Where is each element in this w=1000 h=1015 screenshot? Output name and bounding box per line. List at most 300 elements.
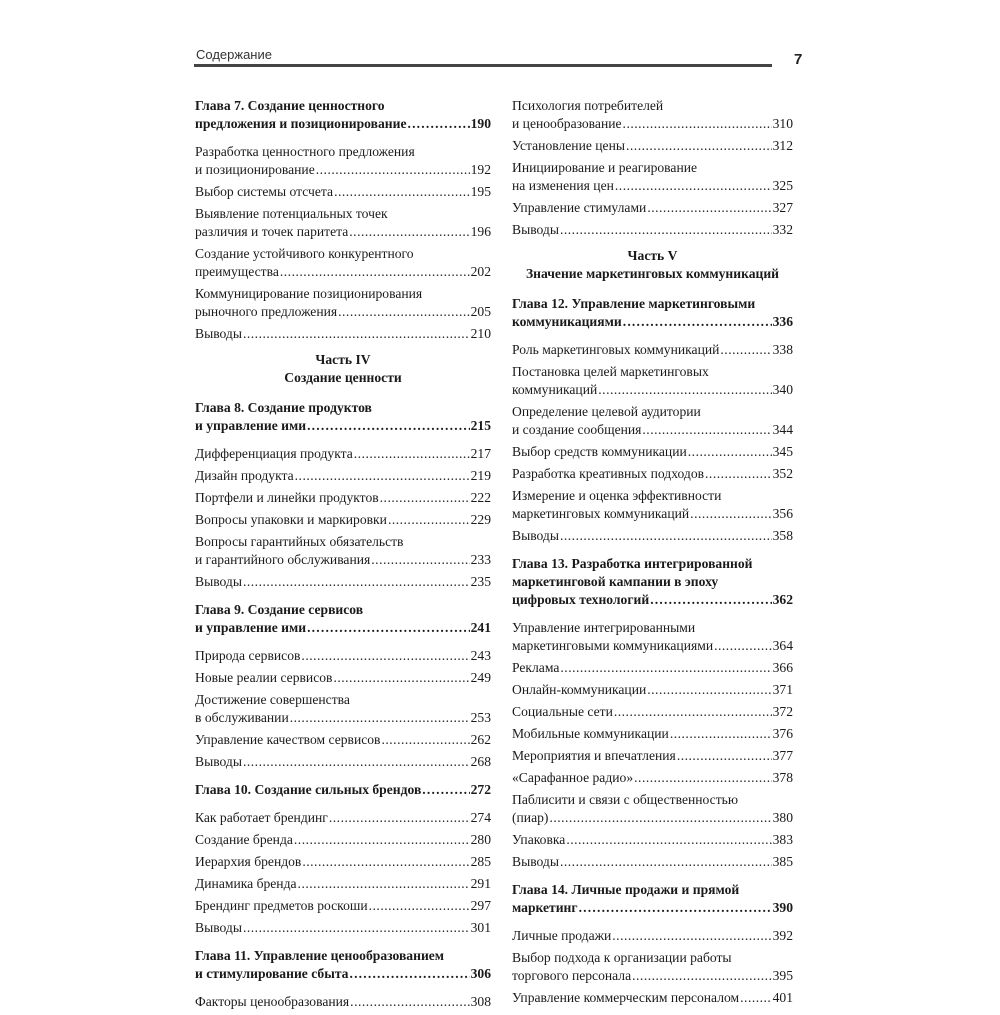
toc-leader-line bbox=[195, 853, 491, 871]
toc-title-last-line: Управление качеством сервисов bbox=[195, 732, 381, 747]
toc-page-number: 306 bbox=[470, 966, 491, 981]
toc-leader-line bbox=[195, 619, 491, 637]
toc-page-number: 380 bbox=[772, 810, 793, 825]
toc-page-number: 202 bbox=[470, 264, 491, 279]
toc-title-last-line: Иерархия брендов bbox=[195, 854, 302, 869]
toc-title-line: Управление интегрированными bbox=[512, 620, 696, 635]
toc-entry[interactable] bbox=[195, 511, 491, 529]
dot-leader bbox=[302, 853, 469, 871]
toc-title-last-line: и управление ими bbox=[195, 418, 307, 433]
part-title: Создание ценности bbox=[284, 370, 402, 385]
toc-title-line: Глава 8. Создание продуктов bbox=[195, 400, 372, 415]
toc-page-number: 344 bbox=[772, 422, 793, 437]
toc-column-left bbox=[195, 97, 491, 1015]
toc-page-number: 392 bbox=[772, 928, 793, 943]
toc-page-number: 356 bbox=[772, 506, 793, 521]
toc-title-last-line: «Сарафанное радио» bbox=[512, 770, 634, 785]
toc-entry[interactable] bbox=[512, 725, 793, 743]
dot-leader bbox=[647, 681, 771, 699]
toc-column-right bbox=[512, 97, 793, 1011]
toc-title-last-line: Разработка креативных подходов bbox=[512, 466, 705, 481]
header-rule bbox=[194, 64, 772, 67]
dot-leader bbox=[243, 573, 470, 591]
toc-page-number: 390 bbox=[772, 900, 793, 915]
toc-title-last-line: Выбор системы отсчета bbox=[195, 184, 334, 199]
part-heading bbox=[512, 247, 793, 283]
toc-page-number: 377 bbox=[772, 748, 793, 763]
toc-entry[interactable] bbox=[512, 769, 793, 787]
toc-title-last-line: Выводы bbox=[195, 574, 242, 589]
dot-leader bbox=[295, 467, 470, 485]
toc-leader-line bbox=[512, 313, 793, 331]
toc-entry[interactable] bbox=[195, 919, 491, 937]
toc-page-number: 385 bbox=[772, 854, 793, 869]
toc-title-line: Разработка ценностного предложения bbox=[195, 144, 415, 159]
toc-entry[interactable] bbox=[195, 445, 491, 463]
toc-entry[interactable] bbox=[512, 831, 793, 849]
part-number: Часть IV bbox=[315, 352, 371, 367]
toc-title-last-line: маркетинговых коммуникаций bbox=[512, 506, 690, 521]
toc-page-number: 338 bbox=[772, 342, 793, 357]
toc-page-number: 196 bbox=[470, 224, 491, 239]
toc-title-last-line: Управление коммерческим персоналом bbox=[512, 990, 740, 1005]
toc-title-line: Глава 14. Личные продажи и прямой bbox=[512, 882, 740, 897]
toc-leader-line bbox=[195, 753, 491, 771]
toc-page-number: 327 bbox=[772, 200, 793, 215]
toc-entry[interactable] bbox=[512, 487, 793, 523]
toc-leader-line bbox=[195, 325, 491, 343]
toc-entry[interactable] bbox=[195, 489, 491, 507]
toc-entry[interactable] bbox=[512, 619, 793, 655]
toc-page-number: 383 bbox=[772, 832, 793, 847]
toc-title-last-line: Выводы bbox=[512, 528, 559, 543]
toc-entry[interactable] bbox=[512, 949, 793, 985]
toc-title-last-line: и управление ими bbox=[195, 620, 307, 635]
toc-entry[interactable] bbox=[512, 363, 793, 399]
toc-title-last-line: Выводы bbox=[512, 854, 559, 869]
toc-page-number: 272 bbox=[470, 782, 491, 797]
toc-entry[interactable] bbox=[512, 703, 793, 721]
toc-entry[interactable] bbox=[195, 669, 491, 687]
dot-leader bbox=[349, 965, 469, 983]
toc-leader-line bbox=[512, 899, 793, 917]
toc-entry[interactable] bbox=[512, 747, 793, 765]
toc-leader-line bbox=[195, 115, 491, 133]
dot-leader bbox=[243, 325, 470, 343]
toc-entry[interactable] bbox=[195, 647, 491, 665]
toc-entry[interactable] bbox=[512, 97, 793, 133]
toc-title-last-line: преимущества bbox=[195, 264, 279, 279]
toc-title-line: Глава 13. Разработка интегрированной bbox=[512, 556, 753, 571]
toc-page-number: 253 bbox=[470, 710, 491, 725]
toc-title-line: Глава 9. Создание сервисов bbox=[195, 602, 364, 617]
toc-page-number: 312 bbox=[772, 138, 793, 153]
toc-page-number: 371 bbox=[772, 682, 793, 697]
toc-leader-line bbox=[512, 769, 793, 787]
toc-entry[interactable] bbox=[512, 989, 793, 1007]
toc-entry[interactable] bbox=[195, 691, 491, 727]
toc-title-last-line: различия и точек паритета bbox=[195, 224, 349, 239]
toc-leader-line bbox=[512, 967, 793, 985]
dot-leader bbox=[307, 417, 470, 435]
toc-title-line: Выбор подхода к организации работы bbox=[512, 950, 732, 965]
dot-leader bbox=[338, 303, 469, 321]
toc-entry[interactable] bbox=[195, 831, 491, 849]
dot-leader bbox=[626, 137, 772, 155]
dot-leader bbox=[650, 591, 771, 609]
toc-entry[interactable] bbox=[195, 993, 491, 1011]
dot-leader bbox=[642, 421, 771, 439]
toc-title-last-line: в обслуживании bbox=[195, 710, 289, 725]
toc-page-number: 401 bbox=[772, 990, 793, 1005]
toc-leader-line bbox=[195, 263, 491, 281]
toc-leader-line bbox=[195, 897, 491, 915]
dot-leader bbox=[407, 115, 469, 133]
toc-page-number: 280 bbox=[470, 832, 491, 847]
toc-leader-line bbox=[195, 831, 491, 849]
toc-title-line: Достижение совершенства bbox=[195, 692, 350, 707]
toc-entry[interactable] bbox=[512, 527, 793, 545]
toc-entry[interactable] bbox=[195, 325, 491, 343]
dot-leader bbox=[307, 619, 470, 637]
toc-leader-line bbox=[195, 709, 491, 727]
toc-leader-line bbox=[512, 527, 793, 545]
toc-leader-line bbox=[512, 381, 793, 399]
toc-entry[interactable] bbox=[512, 465, 793, 483]
toc-page-number: 325 bbox=[772, 178, 793, 193]
dot-leader bbox=[705, 465, 772, 483]
toc-title-last-line: и позиционирование bbox=[195, 162, 315, 177]
toc-leader-line bbox=[512, 703, 793, 721]
toc-page-number: 235 bbox=[470, 574, 491, 589]
dot-leader bbox=[623, 313, 772, 331]
toc-chapter[interactable] bbox=[195, 399, 491, 435]
toc-leader-line bbox=[512, 809, 793, 827]
toc-entry[interactable] bbox=[512, 853, 793, 871]
dot-leader bbox=[677, 747, 772, 765]
dot-leader bbox=[350, 993, 469, 1011]
toc-title-last-line: Социальные сети bbox=[512, 704, 613, 719]
toc-leader-line bbox=[195, 809, 491, 827]
dot-leader bbox=[280, 263, 470, 281]
toc-leader-line bbox=[195, 647, 491, 665]
toc-page-number: 192 bbox=[470, 162, 491, 177]
toc-leader-line bbox=[195, 223, 491, 241]
toc-leader-line bbox=[512, 199, 793, 217]
toc-page-number: 345 bbox=[772, 444, 793, 459]
toc-leader-line bbox=[195, 489, 491, 507]
toc-leader-line bbox=[195, 919, 491, 937]
toc-title-last-line: Новые реалии сервисов bbox=[195, 670, 333, 685]
toc-title-last-line: Выводы bbox=[195, 754, 242, 769]
toc-title-last-line: Выводы bbox=[512, 222, 559, 237]
toc-page-number: 364 bbox=[772, 638, 793, 653]
toc-page-number: 262 bbox=[470, 732, 491, 747]
toc-title-line: Инициирование и реагирование bbox=[512, 160, 698, 175]
toc-title-last-line: и создание сообщения bbox=[512, 422, 642, 437]
toc-title-last-line: Управление стимулами bbox=[512, 200, 647, 215]
toc-title-last-line: маркетинговыми коммуникациями bbox=[512, 638, 714, 653]
toc-title-line: Глава 12. Управление маркетинговыми bbox=[512, 296, 756, 311]
toc-leader-line bbox=[195, 183, 491, 201]
toc-leader-line bbox=[512, 831, 793, 849]
toc-title-last-line: Выбор средств коммуникации bbox=[512, 444, 687, 459]
toc-title-last-line: Роль маркетинговых коммуникаций bbox=[512, 342, 720, 357]
toc-page-number: 332 bbox=[772, 222, 793, 237]
toc-title-last-line: Природа сервисов bbox=[195, 648, 301, 663]
toc-title-line: маркетинговой кампании в эпоху bbox=[512, 574, 719, 589]
toc-title-last-line: Создание бренда bbox=[195, 832, 293, 847]
toc-entry[interactable] bbox=[195, 731, 491, 749]
toc-leader-line bbox=[512, 927, 793, 945]
toc-page-number: 336 bbox=[772, 314, 793, 329]
toc-title-line: Создание устойчивого конкурентного bbox=[195, 246, 414, 261]
toc-entry[interactable] bbox=[512, 137, 793, 155]
toc-title-last-line: Мобильные коммуникации bbox=[512, 726, 669, 741]
dot-leader bbox=[612, 927, 771, 945]
toc-page-number: 268 bbox=[470, 754, 491, 769]
toc-page-number: 308 bbox=[470, 994, 491, 1009]
toc-leader-line bbox=[195, 875, 491, 893]
running-header: Содержание bbox=[196, 47, 272, 62]
toc-page-number: 205 bbox=[470, 304, 491, 319]
toc-leader-line bbox=[512, 989, 793, 1007]
dot-leader bbox=[560, 659, 771, 677]
toc-page-number: 378 bbox=[772, 770, 793, 785]
toc-title-line: Паблисити и связи с общественностью bbox=[512, 792, 738, 807]
dot-leader bbox=[670, 725, 772, 743]
toc-title-last-line: (пиар) bbox=[512, 810, 549, 825]
page-number: 7 bbox=[794, 51, 803, 68]
toc-entry[interactable] bbox=[512, 403, 793, 439]
toc-entry[interactable] bbox=[195, 809, 491, 827]
toc-entry[interactable] bbox=[195, 183, 491, 201]
dot-leader bbox=[614, 703, 772, 721]
toc-entry[interactable] bbox=[195, 573, 491, 591]
toc-title-last-line: Выводы bbox=[195, 326, 242, 341]
toc-page-number: 366 bbox=[772, 660, 793, 675]
dot-leader bbox=[333, 669, 469, 687]
toc-page-number: 195 bbox=[470, 184, 491, 199]
toc-leader-line bbox=[195, 551, 491, 569]
dot-leader bbox=[688, 443, 772, 461]
toc-title-last-line: на изменения цен bbox=[512, 178, 614, 193]
toc-title-last-line: Реклама bbox=[512, 660, 560, 675]
toc-page-number: 229 bbox=[470, 512, 491, 527]
dot-leader bbox=[354, 445, 470, 463]
dot-leader bbox=[615, 177, 772, 195]
toc-entry[interactable] bbox=[195, 143, 491, 179]
toc-leader-line bbox=[195, 993, 491, 1011]
toc-title-last-line: Упаковка bbox=[512, 832, 566, 847]
toc-entry[interactable] bbox=[195, 897, 491, 915]
toc-page-number: 249 bbox=[470, 670, 491, 685]
toc-entry[interactable] bbox=[512, 221, 793, 239]
toc-leader-line bbox=[512, 115, 793, 133]
toc-entry[interactable] bbox=[195, 753, 491, 771]
toc-leader-line bbox=[195, 731, 491, 749]
toc-page-number: 291 bbox=[470, 876, 491, 891]
toc-title-last-line: Мероприятия и впечатления bbox=[512, 748, 676, 763]
dot-leader bbox=[369, 897, 470, 915]
toc-leader-line bbox=[512, 725, 793, 743]
toc-leader-line bbox=[512, 443, 793, 461]
toc-page-number: 372 bbox=[772, 704, 793, 719]
dot-leader bbox=[381, 731, 469, 749]
toc-entry[interactable] bbox=[512, 443, 793, 461]
toc-title-last-line: Как работает брендинг bbox=[195, 810, 328, 825]
dot-leader bbox=[422, 781, 469, 799]
toc-entry[interactable] bbox=[195, 467, 491, 485]
toc-leader-line bbox=[512, 659, 793, 677]
toc-page-number: 217 bbox=[470, 446, 491, 461]
toc-page-number: 215 bbox=[470, 418, 491, 433]
toc-title-line: Измерение и оценка эффективности bbox=[512, 488, 722, 503]
toc-title-line: Глава 7. Создание ценностного bbox=[195, 98, 385, 113]
toc-page-number: 190 bbox=[470, 116, 491, 131]
toc-page-number: 285 bbox=[470, 854, 491, 869]
toc-title-line: Коммуницирование позиционирования bbox=[195, 286, 423, 301]
toc-leader-line bbox=[195, 511, 491, 529]
toc-leader-line bbox=[195, 445, 491, 463]
dot-leader bbox=[647, 199, 771, 217]
toc-entry[interactable] bbox=[512, 791, 793, 827]
toc-entry[interactable] bbox=[195, 285, 491, 321]
toc-leader-line bbox=[512, 681, 793, 699]
toc-leader-line bbox=[195, 965, 491, 983]
toc-title-last-line: Дизайн продукта bbox=[195, 468, 294, 483]
dot-leader bbox=[298, 875, 470, 893]
toc-chapter[interactable] bbox=[195, 781, 491, 799]
toc-title-line: Определение целевой аудитории bbox=[512, 404, 701, 419]
toc-entry[interactable] bbox=[512, 927, 793, 945]
toc-title-last-line: и стимулирование сбыта bbox=[195, 966, 349, 981]
dot-leader bbox=[388, 511, 470, 529]
toc-chapter[interactable] bbox=[195, 947, 491, 983]
toc-chapter[interactable] bbox=[512, 881, 793, 917]
dot-leader bbox=[598, 381, 771, 399]
dot-leader bbox=[380, 489, 470, 507]
toc-title-last-line: Дифференциация продукта bbox=[195, 446, 353, 461]
toc-entry[interactable] bbox=[195, 245, 491, 281]
toc-leader-line bbox=[512, 747, 793, 765]
toc-entry[interactable] bbox=[195, 875, 491, 893]
toc-title-last-line: коммуникаций bbox=[512, 382, 598, 397]
toc-leader-line bbox=[195, 573, 491, 591]
toc-page-number: 241 bbox=[470, 620, 491, 635]
toc-entry[interactable] bbox=[512, 341, 793, 359]
toc-page-number: 340 bbox=[772, 382, 793, 397]
toc-leader-line bbox=[512, 221, 793, 239]
toc-title-line: Постановка целей маркетинговых bbox=[512, 364, 709, 379]
toc-title-line: Выявление потенциальных точек bbox=[195, 206, 388, 221]
toc-title-last-line: Вопросы упаковки и маркировки bbox=[195, 512, 387, 527]
toc-leader-line bbox=[512, 137, 793, 155]
toc-leader-line bbox=[512, 591, 793, 609]
dot-leader bbox=[579, 899, 772, 917]
dot-leader bbox=[740, 989, 771, 1007]
toc-page-number: 210 bbox=[470, 326, 491, 341]
toc-leader-line bbox=[512, 177, 793, 195]
toc-leader-line bbox=[512, 465, 793, 483]
toc-leader-line bbox=[195, 161, 491, 179]
toc-entry[interactable] bbox=[512, 659, 793, 677]
toc-leader-line bbox=[195, 417, 491, 435]
toc-leader-line bbox=[195, 303, 491, 321]
toc-title-line: Глава 11. Управление ценообразованием bbox=[195, 948, 445, 963]
toc-entry[interactable] bbox=[512, 681, 793, 699]
toc-page-number: 395 bbox=[772, 968, 793, 983]
toc-title-last-line: рыночного предложения bbox=[195, 304, 338, 319]
toc-title-last-line: маркетинг bbox=[512, 900, 578, 915]
dot-leader bbox=[560, 221, 772, 239]
toc-page-number: 376 bbox=[772, 726, 793, 741]
toc-title-line: Вопросы гарантийных обязательств bbox=[195, 534, 404, 549]
toc-title-last-line: торгового персонала bbox=[512, 968, 632, 983]
toc-entry[interactable] bbox=[195, 533, 491, 569]
dot-leader bbox=[243, 753, 470, 771]
part-heading bbox=[195, 351, 491, 387]
toc-page-number: 222 bbox=[470, 490, 491, 505]
dot-leader bbox=[560, 527, 772, 545]
toc-leader-line bbox=[195, 669, 491, 687]
toc-entry[interactable] bbox=[512, 199, 793, 217]
part-number: Часть V bbox=[627, 248, 678, 263]
toc-chapter[interactable] bbox=[195, 97, 491, 133]
dot-leader bbox=[720, 341, 771, 359]
dot-leader bbox=[560, 853, 772, 871]
toc-page-number: 301 bbox=[470, 920, 491, 935]
toc-title-last-line: и гарантийного обслуживания bbox=[195, 552, 371, 567]
toc-page-number: 362 bbox=[772, 592, 793, 607]
dot-leader bbox=[334, 183, 470, 201]
dot-leader bbox=[301, 647, 469, 665]
dot-leader bbox=[566, 831, 771, 849]
dot-leader bbox=[549, 809, 771, 827]
toc-entry[interactable] bbox=[512, 159, 793, 195]
toc-title-last-line: Личные продажи bbox=[512, 928, 612, 943]
toc-chapter[interactable] bbox=[512, 295, 793, 331]
toc-leader-line bbox=[512, 853, 793, 871]
toc-leader-line bbox=[512, 505, 793, 523]
dot-leader bbox=[623, 115, 772, 133]
toc-leader-line bbox=[195, 467, 491, 485]
toc-chapter[interactable] bbox=[195, 601, 491, 637]
toc-leader-line bbox=[512, 637, 793, 655]
toc-title-last-line: коммуникациями bbox=[512, 314, 622, 329]
dot-leader bbox=[290, 709, 470, 727]
toc-entry[interactable] bbox=[195, 205, 491, 241]
dot-leader bbox=[349, 223, 469, 241]
toc-page-number: 243 bbox=[470, 648, 491, 663]
toc-page-number: 219 bbox=[470, 468, 491, 483]
toc-leader-line bbox=[512, 421, 793, 439]
part-title: Значение маркетинговых коммуникаций bbox=[526, 266, 779, 281]
toc-title-line: Психология потребителей bbox=[512, 98, 664, 113]
toc-entry[interactable] bbox=[195, 853, 491, 871]
dot-leader bbox=[371, 551, 469, 569]
toc-title-last-line: Глава 10. Создание сильных брендов bbox=[195, 782, 422, 797]
dot-leader bbox=[634, 769, 771, 787]
dot-leader bbox=[714, 637, 772, 655]
toc-title-last-line: Портфели и линейки продуктов bbox=[195, 490, 379, 505]
dot-leader bbox=[690, 505, 771, 523]
toc-title-last-line: Выводы bbox=[195, 920, 242, 935]
toc-chapter[interactable] bbox=[512, 555, 793, 609]
dot-leader bbox=[632, 967, 771, 985]
dot-leader bbox=[243, 919, 470, 937]
toc-page-number: 358 bbox=[772, 528, 793, 543]
